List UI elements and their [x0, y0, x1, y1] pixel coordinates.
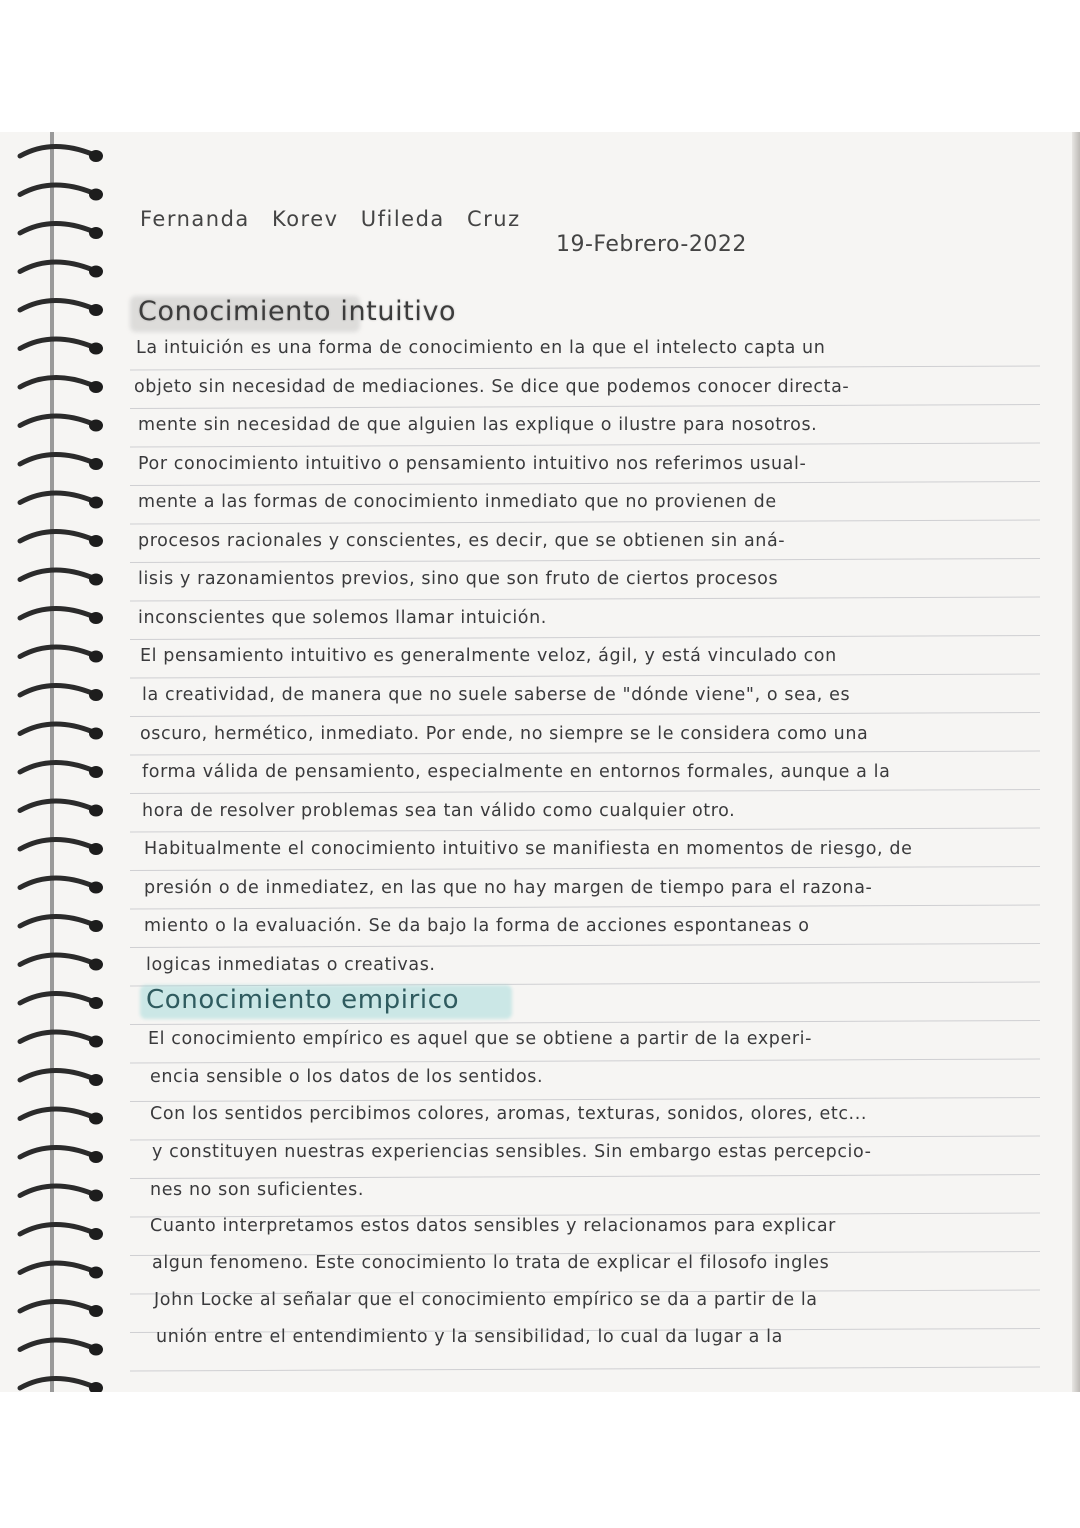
body-line: mente sin necesidad de que alguien las explique o ilustre para nosotros. [138, 415, 818, 435]
ruled-line [130, 1021, 1040, 1025]
spiral-hole [89, 1151, 103, 1163]
ruled-line [130, 905, 1040, 909]
body-line: Por conocimiento intuitivo o pensamiento intuitivo nos referimos usual- [138, 454, 807, 474]
spiral-hole [89, 227, 103, 239]
ruled-line [130, 674, 1040, 678]
spiral-hole [89, 1190, 103, 1202]
spiral-hole [89, 1228, 103, 1240]
spiral-hole [89, 997, 103, 1009]
body-line: la creatividad, de manera que no suele saberse de "dónde viene", o sea, es [142, 685, 851, 705]
body-line: Habitualmente el conocimiento intuitivo se manifiesta en momentos de riesgo, de [144, 839, 913, 859]
spiral-hole [89, 535, 103, 547]
spiral-coil [20, 724, 92, 734]
ruled-line [130, 751, 1040, 755]
spiral-binding [0, 132, 120, 1392]
ruled-line [130, 1098, 1040, 1102]
spiral-coil [20, 1186, 92, 1196]
spiral-hole [89, 1344, 103, 1356]
spiral-hole [89, 1267, 103, 1279]
spiral-hole [89, 651, 103, 663]
spiral-coil [20, 1263, 92, 1273]
body-line: encia sensible o los datos de los sentidos. [150, 1067, 544, 1087]
spiral-hole [89, 612, 103, 624]
body-line: objeto sin necesidad de mediaciones. Se dice que podemos conocer directa- [134, 377, 850, 397]
section-heading-intuitivo: Conocimiento intuitivo [138, 296, 457, 327]
spiral-coil [20, 1147, 92, 1157]
body-line: John Locke al señalar que el conocimiento empírico se da a partir de la [154, 1290, 818, 1310]
body-line: logicas inmediatas o creativas. [146, 955, 436, 975]
spiral-coil [20, 262, 92, 272]
spiral-coil [20, 801, 92, 811]
body-line: y constituyen nuestras experiencias sensibles. Sin embargo estas percepcio- [152, 1142, 872, 1162]
ruled-line [130, 1367, 1040, 1371]
body-line: mente a las formas de conocimiento inmediato que no provienen de [138, 492, 777, 512]
spiral-coil [20, 339, 92, 349]
spiral-hole [89, 920, 103, 932]
ruled-line [130, 559, 1040, 563]
body-line: El conocimiento empírico es aquel que se obtiene a partir de la experi- [148, 1029, 813, 1049]
spiral-coil [20, 647, 92, 657]
spiral-hole [89, 343, 103, 355]
spiral-coil [20, 878, 92, 888]
spiral-coil [20, 608, 92, 618]
spiral-coil [20, 223, 92, 233]
ruled-line [130, 867, 1040, 871]
body-line: hora de resolver problemas sea tan válido como cualquier otro. [142, 801, 736, 821]
spiral-coil [20, 762, 92, 772]
ruled-line [130, 636, 1040, 640]
ruled-line [130, 443, 1040, 447]
spiral-coil [20, 300, 92, 310]
spiral-coil [20, 493, 92, 503]
body-line: lisis y razonamientos previos, sino que son fruto de ciertos procesos [138, 569, 779, 589]
spiral-coil [20, 416, 92, 426]
body-line: inconscientes que solemos llamar intuición. [138, 608, 547, 628]
body-line: procesos racionales y conscientes, es decir, que se obtienen sin aná- [138, 531, 786, 551]
body-line: unión entre el entendimiento y la sensibilidad, lo cual da lugar a la [156, 1327, 783, 1347]
spiral-hole [89, 381, 103, 393]
section-heading-empirico: Conocimiento empirico [146, 985, 460, 1015]
spiral-coil [20, 454, 92, 464]
spiral-coil [20, 531, 92, 541]
body-line: Cuanto interpretamos estos datos sensibles y relacionamos para explicar [150, 1216, 836, 1236]
spiral-hole [89, 497, 103, 509]
spiral-hole [89, 1113, 103, 1125]
spiral-coil [20, 839, 92, 849]
ruled-line [130, 1059, 1040, 1063]
document-date: 19-Febrero-2022 [556, 232, 747, 257]
ruled-line [130, 1136, 1040, 1140]
spiral-hole [89, 882, 103, 894]
spiral-hole [89, 574, 103, 586]
body-line: Con los sentidos percibimos colores, aromas, texturas, sonidos, olores, etc... [150, 1104, 868, 1124]
spiral-hole [89, 150, 103, 162]
spiral-coil [20, 1340, 92, 1350]
spiral-hole [89, 1074, 103, 1086]
spiral-hole [89, 766, 103, 778]
body-line: oscuro, hermético, inmediato. Por ende, no siempre se le considera como una [140, 724, 869, 744]
spiral-coil [20, 377, 92, 387]
body-line: algun fenomeno. Este conocimiento lo trata de explicar el filosofo ingles [152, 1253, 830, 1273]
spiral-hole [89, 805, 103, 817]
spiral-coil [20, 1378, 92, 1388]
spiral-coil [20, 1224, 92, 1234]
spiral-coil [20, 146, 92, 156]
spiral-hole [89, 1036, 103, 1048]
body-line: presión o de inmediatez, en las que no hay margen de tiempo para el razona- [144, 878, 873, 898]
ruled-line [130, 520, 1040, 524]
spiral-hole [89, 189, 103, 201]
spiral-coil [20, 993, 92, 1003]
spiral-coil [20, 1070, 92, 1080]
spiral-coil [20, 185, 92, 195]
body-line: forma válida de pensamiento, especialmente en entornos formales, aunque a la [142, 762, 891, 782]
spiral-hole [89, 420, 103, 432]
body-line: El pensamiento intuitivo es generalmente veloz, ágil, y está vinculado con [140, 646, 837, 666]
spiral-hole [89, 266, 103, 278]
spiral-coil [20, 916, 92, 926]
ruled-line [130, 790, 1040, 794]
spiral-hole [89, 959, 103, 971]
body-line: miento o la evaluación. Se da bajo la forma de acciones espontaneas o [144, 916, 810, 936]
ruled-line [130, 482, 1040, 486]
ruled-line [130, 713, 1040, 717]
spiral-hole [89, 304, 103, 316]
spiral-coil [20, 685, 92, 695]
spiral-coil [20, 1301, 92, 1311]
ruled-line [130, 828, 1040, 832]
ruled-line [130, 405, 1040, 409]
spiral-coil [20, 1109, 92, 1119]
spiral-coil [20, 955, 92, 965]
spiral-hole [89, 843, 103, 855]
ruled-line [130, 366, 1040, 370]
spiral-hole [89, 1305, 103, 1317]
body-line: nes no son suficientes. [150, 1180, 365, 1200]
ruled-line [130, 597, 1040, 601]
body-line: La intuición es una forma de conocimiento en la que el intelecto capta un [136, 338, 826, 358]
spiral-hole [89, 728, 103, 740]
author-name: Fernanda Korev Ufileda Cruz [140, 207, 521, 231]
spiral-coil [20, 570, 92, 580]
spiral-hole [89, 458, 103, 470]
spiral-hole [89, 689, 103, 701]
ruled-line [130, 944, 1040, 948]
ruled-line [130, 1175, 1040, 1179]
spiral-coil [20, 1032, 92, 1042]
